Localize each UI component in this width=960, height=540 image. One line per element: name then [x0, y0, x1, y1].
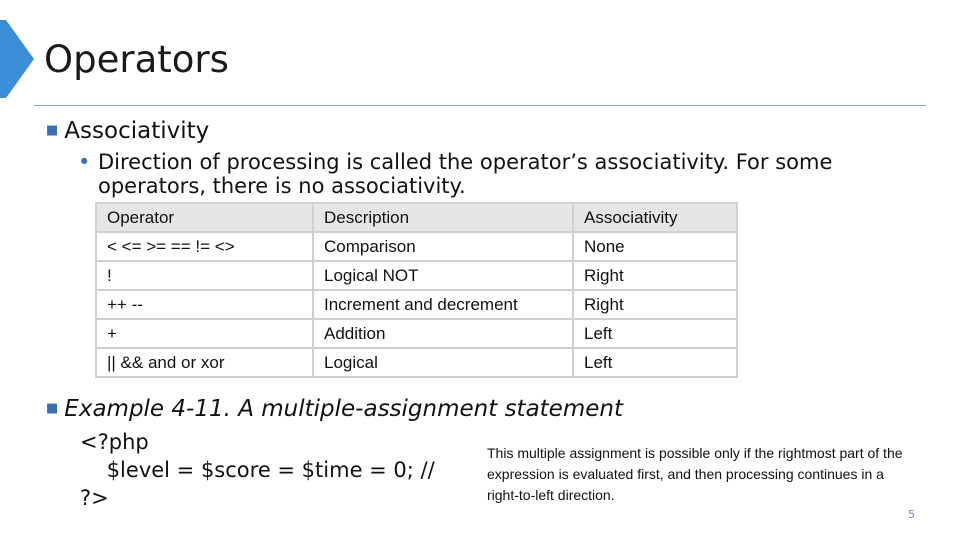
- table-cell-operator: || && and or xor: [96, 348, 313, 377]
- table-header-operator: Operator: [96, 203, 313, 232]
- table-row: [96, 232, 737, 261]
- table-cell-description: Increment and decrement: [313, 290, 573, 319]
- round-bullet-icon: •: [78, 150, 91, 174]
- slide-title: Operators: [44, 38, 229, 81]
- code-line: $level = $score = $time = 0; //: [80, 458, 435, 482]
- bullet-associativity-detail-text: Direction of processing is called the operator’s associativity. For some operators, there is no associativity.: [98, 150, 833, 198]
- bullet-associativity-detail: [78, 150, 908, 198]
- table-cell-operator: ++ --: [96, 290, 313, 319]
- table-cell-associativity: Left: [573, 319, 737, 348]
- explanation-note: This multiple assignment is possible only if the rightmost part of the expression is evaluated first, and then processing continues in a right-to-left direction.: [487, 445, 903, 503]
- bullet-example: [46, 396, 623, 422]
- table-cell-description: Comparison: [313, 232, 573, 261]
- table-header-row: [96, 203, 737, 232]
- table-cell-associativity: Right: [573, 261, 737, 290]
- associativity-table: [95, 202, 738, 378]
- table-header-associativity: Associativity: [573, 203, 737, 232]
- table-cell-operator: !: [96, 261, 313, 290]
- code-line: ?>: [80, 486, 109, 510]
- table-cell-associativity: Left: [573, 348, 737, 377]
- table-row: [96, 290, 737, 319]
- table-cell-description: Logical: [313, 348, 573, 377]
- bullet-associativity: [46, 118, 209, 144]
- table-row: [96, 348, 737, 377]
- table-cell-description: Logical NOT: [313, 261, 573, 290]
- code-line: <?php: [80, 430, 149, 454]
- table-header-description: Description: [313, 203, 573, 232]
- square-bullet-icon: ■: [46, 123, 59, 138]
- table-cell-description: Addition: [313, 319, 573, 348]
- slide-accent-chevron: [0, 20, 34, 98]
- table-cell-operator: < <= >= == != <>: [96, 232, 313, 261]
- bullet-associativity-label: Associativity: [64, 118, 210, 144]
- code-example: [80, 428, 435, 512]
- title-divider: [34, 105, 926, 106]
- table-row: [96, 319, 737, 348]
- page-number: 5: [908, 508, 915, 521]
- table-cell-associativity: Right: [573, 290, 737, 319]
- square-bullet-icon: ■: [46, 401, 59, 416]
- table-row: [96, 261, 737, 290]
- bullet-example-label: Example 4-11. A multiple-assignment statement: [64, 396, 623, 422]
- table-cell-associativity: None: [573, 232, 737, 261]
- table-cell-operator: +: [96, 319, 313, 348]
